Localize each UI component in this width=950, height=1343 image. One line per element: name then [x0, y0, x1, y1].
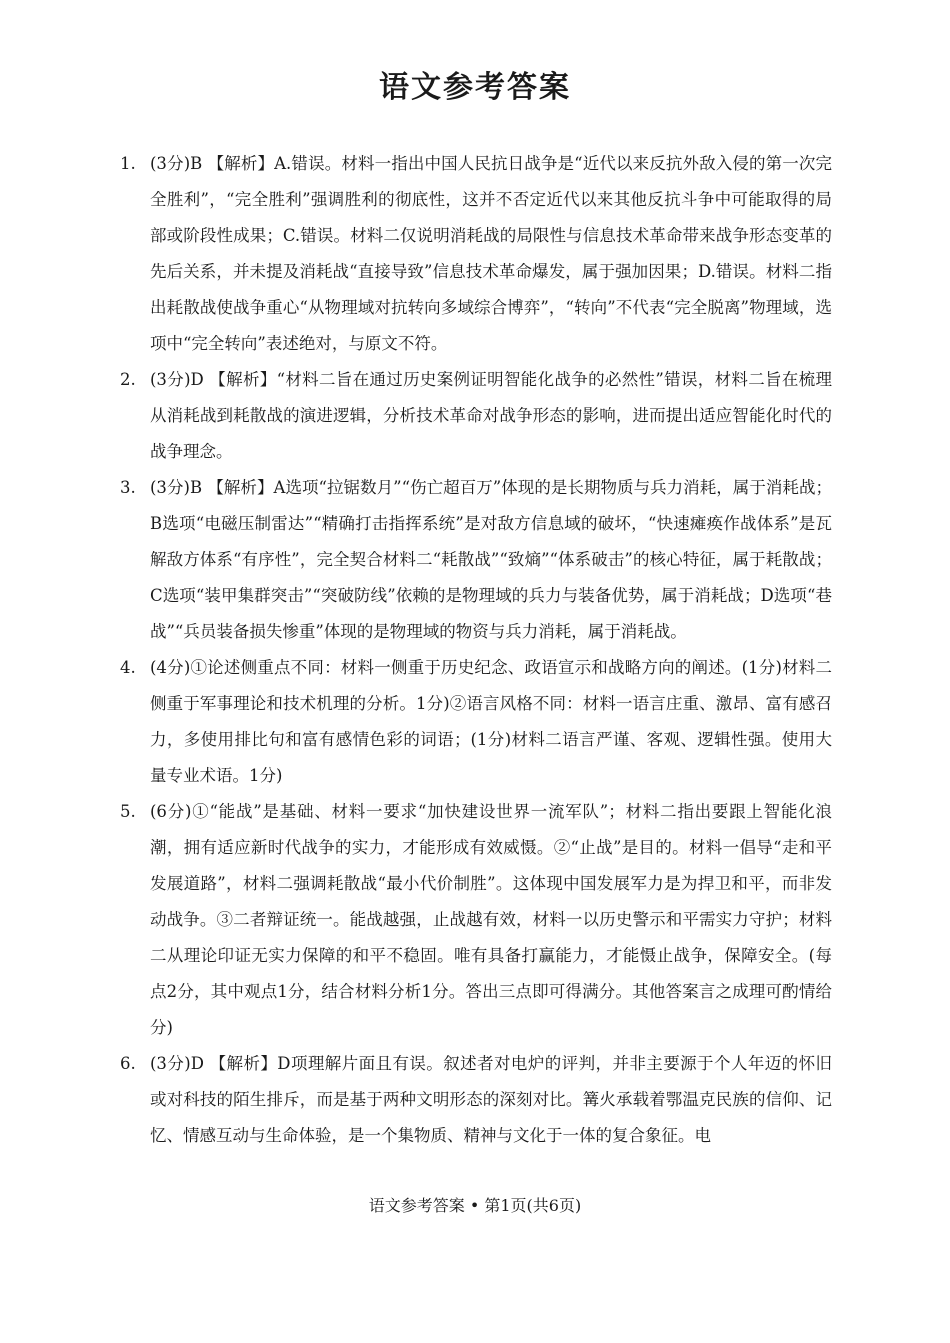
answer-number: 4. [120, 658, 136, 677]
answer-item [120, 650, 832, 794]
answer-item [120, 1046, 832, 1154]
answer-number: 3. [120, 478, 136, 497]
page-footer: 语文参考答案 • 第1页(共6页) [368, 1196, 582, 1215]
answer-text: (6分)①“能战”是基础、材料一要求“加快建设世界一流军队”；材料二指出要跟上智能化浪潮，拥有适应新时代战争的实力，才能形成有效威慑。②“止战”是目的。材料一倡导“走和平发展道路”，材料二强调耗散战“最小代价制胜”。这体现中国发展军力是为捍卫和平，而非发动战争。③二者辩证统一。能战越强，止战越有效，材料一以历史警示和平需实力守护；材料二从理论印证无实力保障的和平不稳固。唯有具备打赢能力，才能慑止战争，保障安全。(每点2分，其中观点1分，结合材料分析1分。答出三点即可得满分。其他答案言之成理可酌情给分) [150, 802, 832, 1037]
answer-item [120, 794, 832, 1046]
answer-list [120, 146, 832, 1154]
answer-text: (3分)D 【解析】“材料二旨在通过历史案例证明智能化战争的必然性”错误，材料二旨在梳理从消耗战到耗散战的演进逻辑，分析技术革命对战争形态的影响，进而提出适应智能化时代的战争理念。 [150, 370, 832, 461]
answer-number: 1. [120, 154, 136, 173]
answer-item [120, 146, 832, 362]
answer-item [120, 362, 832, 470]
answer-number: 5. [120, 802, 136, 821]
answer-item [120, 470, 832, 650]
page-title: 语文参考答案 [379, 70, 571, 105]
answer-text: (4分)①论述侧重点不同：材料一侧重于历史纪念、政语宣示和战略方向的阐述。(1分)材料二侧重于军事理论和技术机理的分析。1分)②语言风格不同：材料一语言庄重、激昂、富有感召力，多使用排比句和富有感情色彩的词语；(1分)材料二语言严谨、客观、逻辑性强。使用大量专业术语。1分) [150, 658, 832, 785]
answer-number: 6. [120, 1054, 136, 1073]
answer-text: (3分)B 【解析】A.错误。材料一指出中国人民抗日战争是“近代以来反抗外敌入侵的第一次完全胜利”，“完全胜利”强调胜利的彻底性，这并不否定近代以来其他反抗斗争中可能取得的局部或阶段性成果；C.错误。材料二仅说明消耗战的局限性与信息技术革命带来战争形态变革的先后关系，并未提及消耗战“直接导致”信息技术革命爆发，属于强加因果；D.错误。材料二指出耗散战使战争重心“从物理域对抗转向多域综合博弈”，“转向”不代表“完全脱离”物理域，选项中“完全转向”表述绝对，与原文不符。 [150, 154, 832, 353]
answer-text: (3分)D 【解析】D项理解片面且有误。叙述者对电炉的评判，并非主要源于个人年迈的怀旧或对科技的陌生排斥，而是基于两种文明形态的深刻对比。篝火承载着鄂温克民族的信仰、记忆、情感互动与生命体验，是一个集物质、精神与文化于一体的复合象征。电 [150, 1054, 832, 1145]
answer-text: (3分)B 【解析】A选项“拉锯数月”“伤亡超百万”体现的是长期物质与兵力消耗，属于消耗战；B选项“电磁压制雷达”“精确打击指挥系统”是对敌方信息域的破坏，“快速瘫痪作战体系”是瓦解敌方体系“有序性”，完全契合材料二“耗散战”“致熵”“体系破击”的核心特征，属于耗散战；C选项“装甲集群突击”“突破防线”依赖的是物理域的兵力与装备优势，属于消耗战；D选项“巷战”“兵员装备损失惨重”体现的是物理域的物资与兵力消耗，属于消耗战。 [150, 478, 832, 641]
answer-number: 2. [120, 370, 136, 389]
